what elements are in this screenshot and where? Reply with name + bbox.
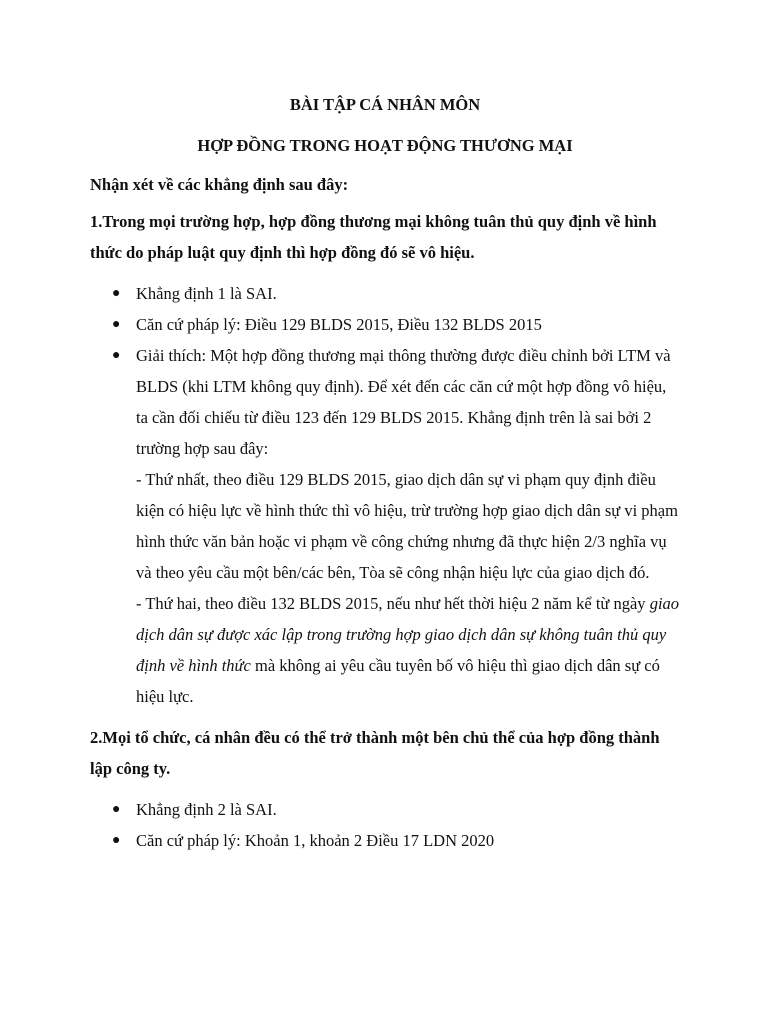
list-item <box>90 309 680 340</box>
claim-2: Khẳng định 2 là SAI. <box>136 800 277 819</box>
bullet-icon: ● <box>112 348 121 363</box>
list-item <box>90 825 680 856</box>
point-2-start: - Thứ hai, theo điều 132 BLDS 2015, nếu như hết thời hiệu 2 năm kể từ ngày <box>136 594 650 613</box>
explanation-1: Giải thích: Một hợp đồng thương mại thông thường được điều chỉnh bởi LTM và BLDS (khi LTM không quy định). Để xét đến các căn cứ một hợp đồng vô hiệu, ta cần đối chiếu từ điều 123 đến 129 BLDS 2015. Khẳng định trên là sai bởi 2 trường hợp sau đây: <box>136 346 671 458</box>
question-2: 2.Mọi tổ chức, cá nhân đều có thể trở thành một bên chủ thể của hợp đồng thành lập công ty. <box>90 728 660 778</box>
intro-heading: Nhận xét về các khẳng định sau đây: <box>90 175 349 194</box>
legal-basis-1: Căn cứ pháp lý: Điều 129 BLDS 2015, Điều 132 BLDS 2015 <box>136 315 542 334</box>
explanation-point-2 <box>136 588 680 712</box>
answer-list-1 <box>90 278 680 712</box>
document-subtitle: HỢP ĐỒNG TRONG HOẠT ĐỘNG THƯƠNG MẠI <box>197 136 573 155</box>
bullet-icon: ● <box>112 802 121 817</box>
bullet-icon: ● <box>112 317 121 332</box>
point-2-end: mà không ai yêu cầu tuyên bố vô hiệu thì giao dịch dân sự có hiệu lực. <box>136 656 660 706</box>
bullet-icon: ● <box>112 833 121 848</box>
question-1: 1.Trong mọi trường hợp, hợp đồng thương mại không tuân thủ quy định về hình thức do pháp luật quy định thì hợp đồng đó sẽ vô hiệu. <box>90 212 657 262</box>
bullet-icon: ● <box>112 286 121 301</box>
claim-1: Khẳng định 1 là SAI. <box>136 284 277 303</box>
list-item <box>90 340 680 712</box>
point-2-italic: giao dịch dân sự được xác lập trong trường hợp giao dịch dân sự không tuân thủ quy định về hình thức <box>136 594 680 675</box>
document-title: BÀI TẬP CÁ NHÂN MÔN <box>289 95 481 114</box>
answer-list-2 <box>90 794 680 856</box>
list-item <box>90 794 680 825</box>
explanation-point-1: - Thứ nhất, theo điều 129 BLDS 2015, giao dịch dân sự vi phạm quy định điều kiện có hiệu lực về hình thức thì vô hiệu, trừ trường hợp giao dịch dân sự vi phạm hình thức văn bản hoặc vi phạm về công chứng nhưng đã thực hiện 2/3 nghĩa vụ và theo yêu cầu một bên/các bên, Tòa sẽ công nhận hiệu lực của giao dịch đó. <box>136 470 678 582</box>
legal-basis-2: Căn cứ pháp lý: Khoản 1, khoản 2 Điều 17 LDN 2020 <box>136 831 495 850</box>
list-item <box>90 278 680 309</box>
